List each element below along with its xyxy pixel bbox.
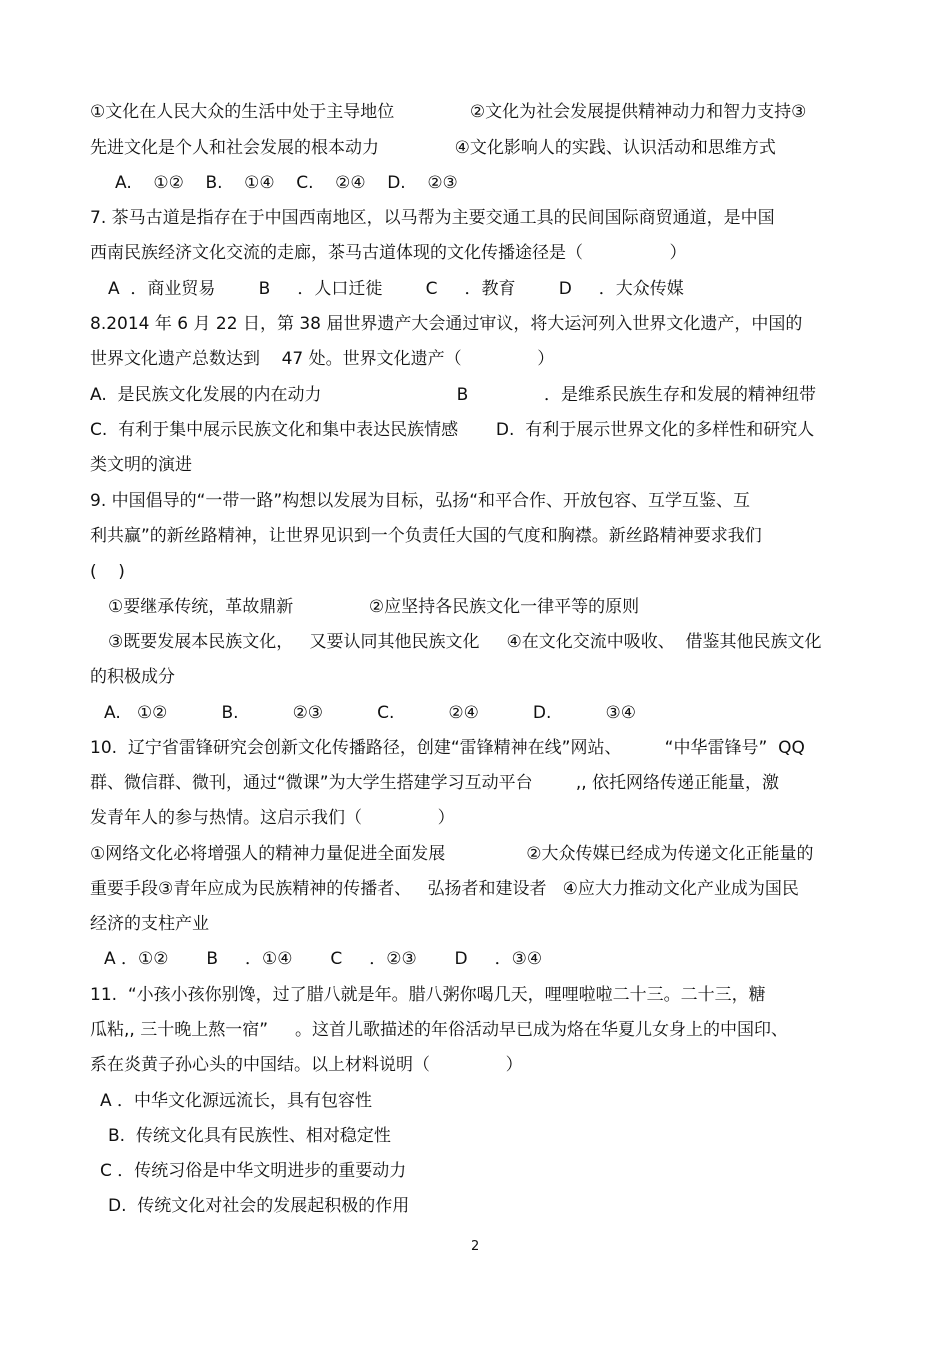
question-11-option-a: A ．中华文化源远流长，具有包容性	[100, 1091, 373, 1111]
page-number: 2	[471, 1239, 480, 1254]
question-10-statements-3: 经济的支柱产业	[90, 914, 209, 934]
question-9-statement-cont: 的积极成分	[90, 667, 175, 687]
question-10-statements-2: 重要手段③青年应成为民族精神的传播者、 弘扬者和建设者 ④应大力推动文化产业成为国民	[90, 879, 799, 899]
question-10-options: A ．①② B ．①④ C ．②③ D ．③④	[104, 949, 543, 969]
question-9-line-1: 9. 中国倡导的“一带一路”构想以发展为目标，弘扬“和平合作、开放包容、互学互鉴、互	[90, 491, 751, 511]
text-line-2: 先进文化是个人和社会发展的根本动力 ④文化影响人的实践、认识活动和思维方式	[90, 138, 776, 158]
question-10-line-3: 发青年人的参与热情。这启示我们（ ）	[90, 808, 455, 828]
question-8-option-ab: A. 是民族文化发展的内在动力 B ．是维系民族生存和发展的精神纽带	[90, 385, 816, 405]
question-7-line-1: 7. 茶马古道是指存在于中国西南地区，以马帮为主要交通工具的民间国际商贸通道，是中国	[90, 208, 775, 228]
text-line-3: A. ①② B. ①④ C. ②④ D. ②③	[115, 173, 458, 193]
question-9-statements-34: ③既要发展本民族文化， 又要认同其他民族文化 ④在文化交流中吸收、 借鉴其他民族文化	[108, 632, 822, 652]
question-9-statements-12: ①要继承传统，革故鼎新 ②应坚持各民族文化一律平等的原则	[108, 597, 640, 617]
question-9-blank: ( )	[90, 562, 125, 582]
question-11-option-d: D. 传统文化对社会的发展起积极的作用	[108, 1196, 410, 1216]
question-8-option-cd: C. 有利于集中展示民族文化和集中表达民族情感 D. 有利于展示世界文化的多样性和研究人	[90, 420, 815, 440]
question-11-line-2: 瓜粘,, 三十晚上熬一宿” 。这首儿歌描述的年俗活动早已成为烙在华夏儿女身上的中国印、	[90, 1020, 789, 1040]
question-11-line-1: 11. “小孩小孩你别馋，过了腊八就是年。腊八粥你喝几天，哩哩啦啦二十三。二十三，糖	[90, 985, 766, 1005]
question-10-line-2: 群、微信群、微刊，通过“微课”为大学生搭建学习互动平台 ,, 依托网络传递正能量，激	[90, 773, 780, 793]
question-9-options: A. ①② B. ②③ C. ②④ D. ③④	[104, 703, 636, 723]
question-10-statements-1: ①网络文化必将增强人的精神力量促进全面发展 ②大众传媒已经成为传递文化正能量的	[90, 844, 814, 864]
text-line-1: ①文化在人民大众的生活中处于主导地位 ②文化为社会发展提供精神动力和智力支持③	[90, 102, 807, 122]
question-7-line-2: 西南民族经济文化交流的走廊，茶马古道体现的文化传播途径是（ ）	[90, 243, 687, 263]
question-11-option-c: C ．传统习俗是中华文明进步的重要动力	[100, 1161, 407, 1181]
question-7-options: A ．商业贸易 B ．人口迁徙 C ．教育 D ．大众传媒	[108, 279, 684, 299]
question-11-line-3: 系在炎黄子孙心头的中国结。以上材料说明（ ）	[90, 1055, 523, 1075]
question-8-option-d-cont: 类文明的演进	[90, 455, 192, 475]
question-10-line-1: 10. 辽宁省雷锋研究会创新文化传播路径，创建“雷锋精神在线”网站、 “中华雷锋号” QQ	[90, 738, 805, 758]
question-11-option-b: B. 传统文化具有民族性、相对稳定性	[108, 1126, 391, 1146]
question-8-line-2: 世界文化遗产总数达到 47 处。世界文化遗产（ ）	[90, 349, 555, 369]
question-9-line-2: 利共赢”的新丝路精神，让世界见识到一个负责任大国的气度和胸襟。新丝路精神要求我们	[90, 526, 762, 546]
question-8-line-1: 8.2014 年 6 月 22 日，第 38 届世界遗产大会通过审议，将大运河列入世界文化遗产，中国的	[90, 314, 803, 334]
